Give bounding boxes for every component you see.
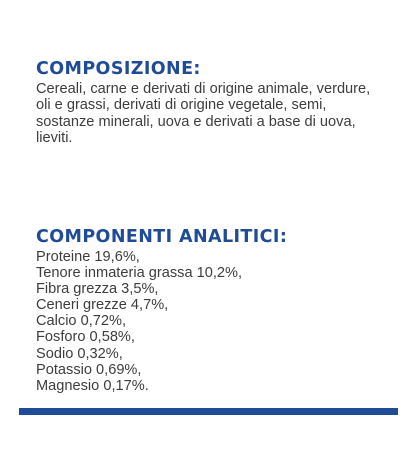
composition-heading: COMPOSIZIONE: <box>36 59 201 79</box>
analytic-item-potassium: Potassio 0,69%, <box>36 361 142 378</box>
analytic-item-phosphorus: Fosforo 0,58%, <box>36 329 135 346</box>
composition-text: Cereali, carne e derivati di origine animale, verdure, oli e grassi, derivati di origine vegetale, semi, sostanze minerali, uova e derivati a base di uova, lieviti. <box>36 81 371 147</box>
analytic-components-heading: COMPONENTI ANALITICI: <box>36 227 288 247</box>
analytic-item-magnesium: Magnesio 0,17%. <box>36 377 149 394</box>
analytic-item-calcium: Calcio 0,72%, <box>36 313 127 330</box>
analytic-item-ash: Ceneri grezze 4,7%, <box>36 297 169 314</box>
analytic-components-list <box>36 249 242 394</box>
analytic-item-fibre: Fibra grezza 3,5%, <box>36 281 159 298</box>
analytic-item-protein: Proteine 19,6%, <box>36 249 140 265</box>
analytic-item-fat: Tenore inmateria grassa 10,2%, <box>36 265 243 282</box>
footer-divider <box>19 408 398 415</box>
analytic-item-sodium: Sodio 0,32%, <box>36 345 123 362</box>
